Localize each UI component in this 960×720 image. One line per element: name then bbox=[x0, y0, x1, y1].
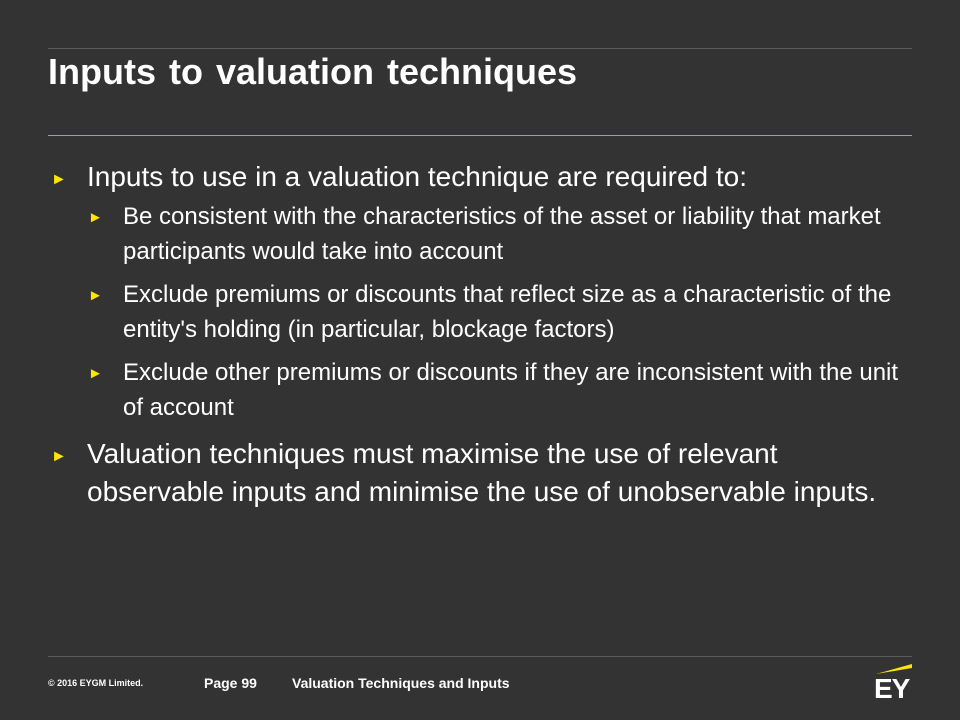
bullet-text: Valuation techniques must maximise the use of relevant observable inputs and minimise the use of unobservable inputs. bbox=[87, 438, 877, 507]
slide-body bbox=[48, 158, 912, 511]
bullet-arrow-icon: ► bbox=[88, 209, 103, 226]
sub-bullet-text: Exclude premiums or discounts that reflect size as a characteristic of the entity's holding (in particular, blockage factors) bbox=[123, 281, 892, 343]
sub-bullet-item bbox=[48, 277, 912, 347]
sub-bullet-text: Exclude other premiums or discounts if they are inconsistent with the unit of account bbox=[123, 359, 899, 421]
bullet-text: Inputs to use in a valuation technique are required to: bbox=[87, 161, 747, 192]
bullet-arrow-icon: ► bbox=[88, 365, 103, 382]
bullet-item bbox=[48, 158, 912, 196]
bullet-arrow-icon: ► bbox=[51, 171, 67, 188]
slide-title: Inputs to valuation techniques bbox=[48, 51, 578, 92]
sub-bullet-text: Be consistent with the characteristics of the asset or liability that market participants would take into account bbox=[123, 203, 881, 265]
title-underline bbox=[48, 135, 912, 136]
footer-divider bbox=[48, 656, 912, 657]
bullet-item bbox=[48, 435, 912, 511]
sub-bullet-item bbox=[48, 199, 912, 269]
ey-logo-text: EY bbox=[874, 673, 910, 704]
footer-copyright: © 2016 EYGM Limited. bbox=[48, 678, 144, 688]
footer-section-title: Valuation Techniques and Inputs bbox=[292, 675, 510, 691]
top-divider bbox=[48, 48, 912, 49]
sub-bullet-item bbox=[48, 355, 912, 425]
bullet-arrow-icon: ► bbox=[51, 448, 67, 465]
sub-bullet-list bbox=[48, 199, 912, 425]
bullet-arrow-icon: ► bbox=[88, 287, 103, 304]
page-number: Page 99 bbox=[204, 675, 257, 691]
